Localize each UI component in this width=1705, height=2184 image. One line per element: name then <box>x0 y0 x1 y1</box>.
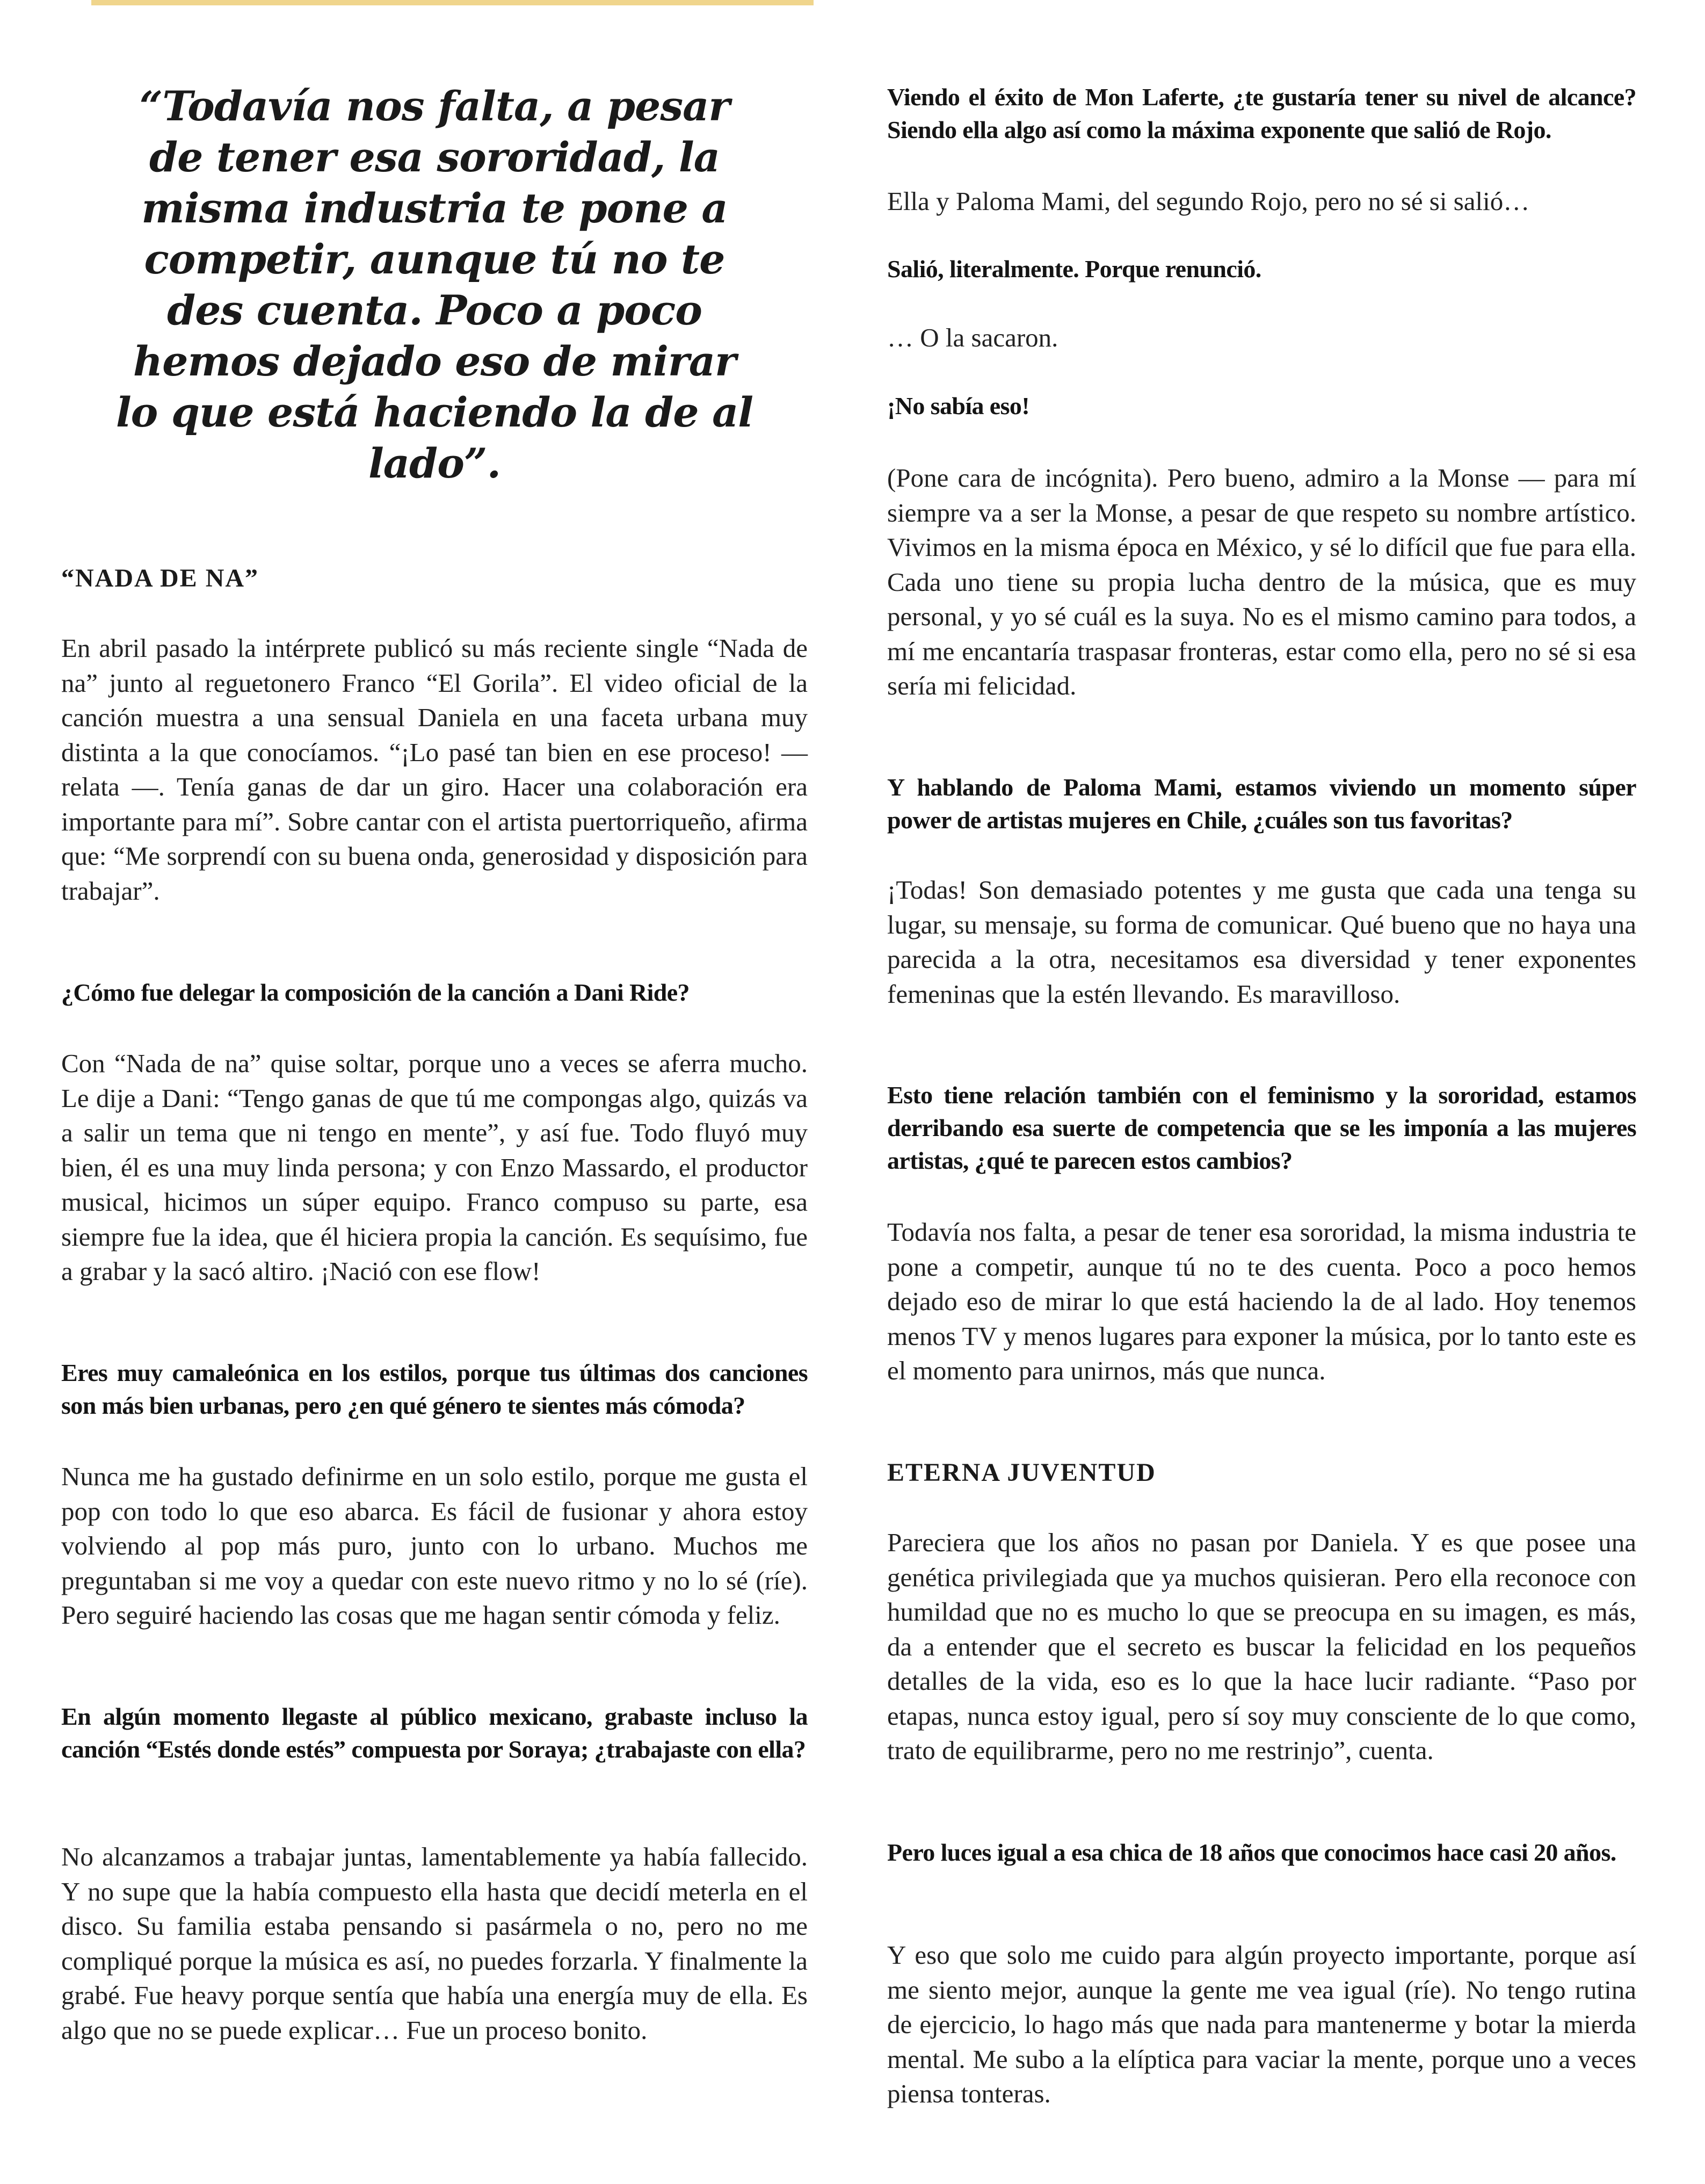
question-no-sabia: ¡No sabía eso! <box>887 392 1030 420</box>
pull-quote: “Todavía nos falta, a pesar de tener esa sororidad, la misma industria te pone a competir, aunque tú no te des cuenta. Poco a poco hemos dejado eso de mirar lo que está haciendo la de al lado”. <box>115 82 753 487</box>
question-paloma-mami: Y hablando de Paloma Mami, estamos viviendo un momento súper power de artistas mujeres en Chile, ¿cuáles son tus favoritas? <box>887 773 1636 834</box>
question-salio: Salió, literalmente. Porque renunció. <box>887 255 1261 283</box>
section-title-nada-de-na: “NADA DE NA” <box>61 564 259 592</box>
answer-mon-laferte: Ella y Paloma Mami, del segundo Rojo, pero no sé si salió… <box>887 186 1530 216</box>
question-3: En algún momento llegaste al público mexicano, grabaste incluso la canción “Estés donde estés” compuesta por Soraya; ¿trabajaste con ella? <box>61 1703 808 1763</box>
intro-paragraph: En abril pasado la intérprete publicó su más reciente single “Nada de na” junto al reguetonero Franco “El Gorila”. El video oficial de la canción muestra a una sensual Daniela en una faceta urbana muy distinta a la que conocíamos. “¡Lo pasé tan bien en ese proceso! — relata —. Tenía ganas de dar un giro. Hacer una colaboración era importante para mí”. Sobre cantar con el artista puertorriqueño, afirma que: “Me sorprendí con su buena onda, generosidad y disposición para trabajar”. <box>61 633 808 906</box>
answer-sororidad: Todavía nos falta, a pesar de tener esa sororidad, la misma industria te pone a competir, aunque tú no te des cuenta. Poco a poco hemos dejado eso de mirar lo que está haciendo la de al lado. Hoy tenemos menos TV y menos lugares para exponer la música, por lo tanto este es el momento para unirnos, más que nunca. <box>887 1217 1636 1385</box>
answer-monse: (Pone cara de incógnita). Pero bueno, admiro a la Monse — para mí siempre va a ser la Monse, a pesar de que respeto su nombre artístico. Vivimos en la misma época en México, y sé lo difícil que fue para ella. Cada uno tiene su propia lucha dentro de la música, que es muy personal, y yo sé cuál es la suya. No es el mismo camino para todos, a mí me encantaría traspasar fronteras, estar como ella, pero no sé si esa sería mi felicidad. <box>887 463 1636 700</box>
question-18-anos: Pero luces igual a esa chica de 18 años que conocimos hace casi 20 años. <box>887 1839 1616 1866</box>
answer-1: Con “Nada de na” quise soltar, porque uno a veces se aferra mucho. Le dije a Dani: “Tengo ganas de que tú me compongas algo, quizás va a salir un tema que ni tengo en mente”, y así fue. Todo fluyó muy bien, él es una muy linda persona; y con Enzo Massardo, el productor musical, hicimos un súper equipo. Franco compuso su parte, esa siempre fue la idea, que él hiciera propia la canción. Es sequísimo, fue a grabar y la sacó altiro. ¡Nació con ese flow! <box>61 1048 808 1286</box>
question-1: ¿Cómo fue delegar la composición de la canción a Dani Ride? <box>61 979 690 1006</box>
question-feminismo: Esto tiene relación también con el feminismo y la sororidad, estamos derribando esa suerte de competencia que se les imponía a las mujeres artistas, ¿qué te parecen estos cambios? <box>887 1081 1636 1174</box>
section-title-eterna-juventud: ETERNA JUVENTUD <box>887 1458 1156 1487</box>
answer-3: No alcanzamos a trabajar juntas, lamentablemente ya había fallecido. Y no supe que la había compuesto ella hasta que decidí meterla en el disco. Su familia estaba pensando si pasármela o no, pero no me compliqué porque la música es así, no puedes forzarla. Y finalmente la grabé. Fue heavy porque sentía que había una energía muy de ella. Es algo que no se puede explicar… Fue un proceso bonito. <box>61 1842 808 2045</box>
answer-2: Nunca me ha gustado definirme en un solo estilo, porque me gusta el pop con todo lo que eso abarca. Es fácil de fusionar y ahora estoy volviendo al pop más puro, junto con lo urbano. Muchos me preguntaban si me voy a quedar con este nuevo ritmo y no lo sé (ríe). Pero seguiré haciendo las cosas que me hagan sentir cómoda y feliz. <box>61 1462 808 1630</box>
gold-accent-bar <box>91 0 814 5</box>
answer-cuidado: Y eso que solo me cuido para algún proyecto importante, porque así me siento mejor, aunque la gente me vea igual (ríe). No tengo rutina de ejercicio, lo hago más que nada para mantenerme y botar la mierda mental. Me subo a la elíptica para vaciar la mente, porque uno a veces piensa tonteras. <box>887 1940 1636 2108</box>
answer-favoritas: ¡Todas! Son demasiado potentes y me gusta que cada una tenga su lugar, su mensaje, su forma de comunicar. Qué bueno que no haya una parecida a la otra, necesitamos esa diversidad y tener exponentes femeninas que la estén llevando. Es maravilloso. <box>887 875 1636 1009</box>
question-2: Eres muy camaleónica en los estilos, porque tus últimas dos canciones son más bien urbanas, pero ¿en qué género te sientes más cómoda? <box>61 1359 808 1419</box>
answer-sacaron: … O la sacaron. <box>887 323 1058 352</box>
intro-eterna-juventud: Pareciera que los años no pasan por Daniela. Y es que posee una genética privilegiada que ya muchos quisieran. Pero ella reconoce con humildad que no es mucho lo que se preocupa en su imagen, es más, da a entender que el secreto es buscar la felicidad en los pequeños detalles de la vida, eso es lo que la hace lucir radiante. “Paso por etapas, nunca estoy igual, pero sí soy muy consciente de lo que como, trato de equilibrarme, pero no me restrinjo”, cuenta. <box>887 1528 1636 1765</box>
question-mon-laferte: Viendo el éxito de Mon Laferte, ¿te gustaría tener su nivel de alcance? Siendo ella algo así como la máxima exponente que salió de Rojo. <box>887 83 1636 143</box>
